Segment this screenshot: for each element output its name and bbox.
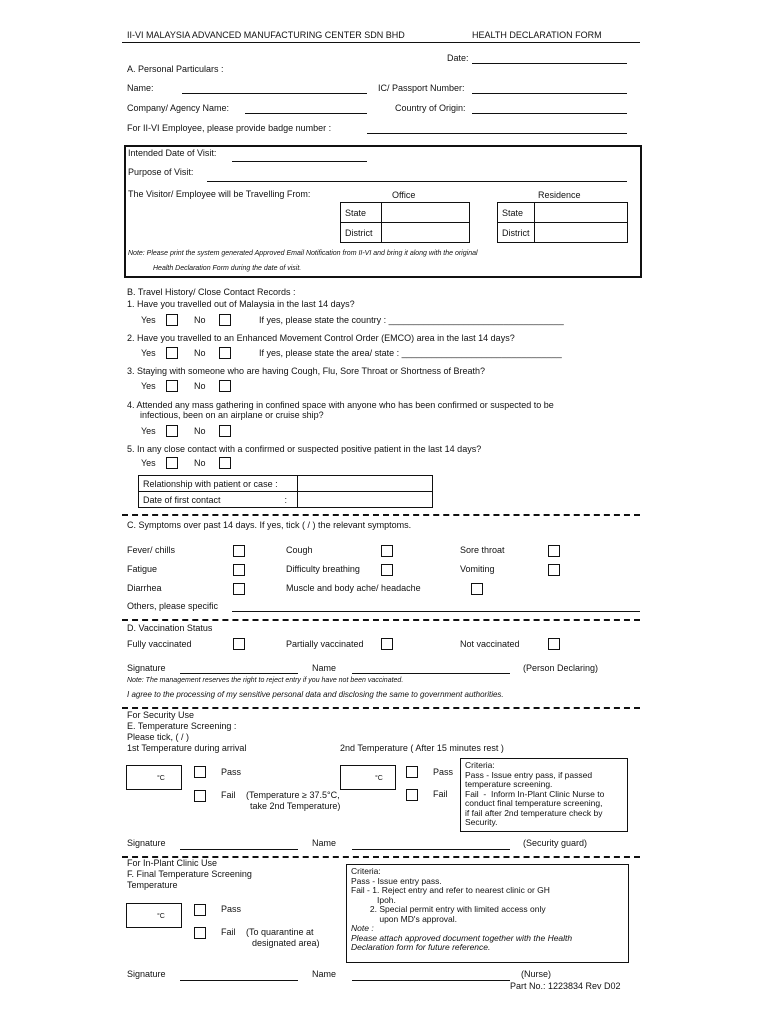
office-district-label: District [341,223,382,243]
office-district-field[interactable] [382,223,470,243]
diarrhea-checkbox[interactable] [233,583,245,595]
q2-area-field[interactable]: If yes, please state the area/ state : ________________________________ [259,348,562,358]
fatigue-checkbox[interactable] [233,564,245,576]
name-field[interactable] [182,93,367,94]
purpose-label: Purpose of Visit: [128,167,194,177]
form-title: HEALTH DECLARATION FORM [472,30,602,40]
clinic-criteria-line: Pass - Issue entry pass. [351,875,442,886]
country-field[interactable] [472,113,627,114]
visit-note-line1: Note: Please print the system generated Approved Email Notification from II-VI and bring it along with the original [128,250,478,257]
first-temp-label: 1st Temperature during arrival [127,743,247,753]
cough-checkbox[interactable] [381,545,393,557]
second-temp-unit: °C [375,775,383,782]
fatigue-label: Fatigue [127,564,158,574]
cough-label: Cough [286,545,313,555]
q3-no-label: No [194,381,206,391]
fully-vaccinated-label: Fully vaccinated [127,639,192,649]
f-signature-label: Signature [127,969,166,979]
q5-yes-checkbox[interactable] [166,457,178,469]
vomiting-label: Vomiting [460,564,495,574]
q5-text: 5. In any close contact with a confirmed or suspected positive patient in the last 14 days? [127,444,482,454]
q5-yes-label: Yes [141,458,156,468]
office-state-label: State [341,203,382,223]
first-fail-note1: (Temperature ≥ 37.5°C, [246,790,340,800]
security-criteria-line: Criteria: [465,760,495,770]
q4-yes-label: Yes [141,426,156,436]
purpose-field[interactable] [207,181,627,182]
security-criteria-line: if fail after 2nd temperature check by [465,807,603,818]
residence-state-field[interactable] [535,203,628,223]
clinic-criteria-box [346,864,629,963]
d-name-field[interactable] [352,673,510,674]
first-contact-colon: : [284,494,287,505]
diarrhea-label: Diarrhea [127,583,162,593]
q2-yes-checkbox[interactable] [166,347,178,359]
fully-vaccinated-checkbox[interactable] [233,638,245,650]
e-name-field[interactable] [352,849,510,850]
security-criteria-line: Security. [465,817,498,827]
residence-label: Residence [538,190,581,200]
divider-c [122,514,640,516]
visit-date-label: Intended Date of Visit: [128,148,217,158]
q2-no-checkbox[interactable] [219,347,231,359]
clinic-note-line: Please attach approved document together with the Health [351,932,573,943]
q4-no-checkbox[interactable] [219,425,231,437]
security-criteria-line: Fail - Inform In-Plant Clinic Nurse to [465,788,605,799]
security-criteria-line: conduct final temperature screening, [465,798,603,808]
partially-vaccinated-checkbox[interactable] [381,638,393,650]
company-field[interactable] [245,113,367,114]
f-name-label: Name [312,969,337,979]
final-fail-label: Fail [221,927,236,937]
clinic-criteria-line: Criteria: [351,866,381,876]
office-table [340,202,470,243]
consent-text: I agree to the processing of my sensitive personal data and disclosing the same to government authorities. [127,690,504,699]
muscle-label: Muscle and body ache/ headache [286,583,421,593]
clinic-use-label: For In-Plant Clinic Use [127,858,218,868]
not-vaccinated-label: Not vaccinated [460,639,520,649]
final-fail-note2: designated area) [252,938,320,948]
management-note: Note: The management reserves the right to reject entry if you have not been vaccinated. [127,677,404,684]
q1-no-checkbox[interactable] [219,314,231,326]
f-name-field[interactable] [352,980,510,981]
section-a-title: A. Personal Particulars : [127,64,224,74]
q3-no-checkbox[interactable] [219,380,231,392]
section-c-title: C. Symptoms over past 14 days. If yes, tick ( / ) the relevant symptoms. [127,520,412,530]
final-fail-checkbox[interactable] [194,927,206,939]
clinic-criteria-line: Fail - 1. Reject entry and refer to nearest clinic or GH [351,885,550,895]
final-fail-note1: (To quarantine at [246,927,314,937]
final-temp-label: Temperature [127,880,178,890]
q3-text: 3. Staying with someone who are having Cough, Flu, Sore Throat or Shortness of Breath? [127,366,486,376]
country-label: Country of Origin: [395,103,466,113]
q1-no-label: No [194,315,206,325]
name-label: Name: [127,83,154,93]
security-criteria-line: temperature screening. [465,779,553,789]
e-signature-field[interactable] [180,849,298,850]
q3-yes-label: Yes [141,381,156,391]
residence-district-field[interactable] [535,223,628,243]
second-fail-label: Fail [433,789,448,799]
sore-throat-checkbox[interactable] [548,545,560,557]
q1-text: 1. Have you travelled out of Malaysia in the last 14 days? [127,299,355,309]
first-contact-cell [139,492,298,508]
clinic-criteria-line: 2. Special permit entry with limited access only [351,904,546,914]
q3-yes-checkbox[interactable] [166,380,178,392]
q2-yes-label: Yes [141,348,156,358]
e-name-label: Name [312,838,337,848]
office-state-field[interactable] [382,203,470,223]
q1-country-field[interactable]: If yes, please state the country : ___________________________________ [259,315,564,325]
partially-vaccinated-label: Partially vaccinated [286,639,364,649]
e-signature-label: Signature [127,838,166,848]
company-label: Company/ Agency Name: [127,103,230,113]
second-pass-label: Pass [433,767,454,777]
visit-date-field[interactable] [232,161,367,162]
first-fail-note2: take 2nd Temperature) [250,801,341,811]
section-f-title: F. Final Temperature Screening [127,869,252,879]
residence-table [497,202,628,243]
q5-no-checkbox[interactable] [219,457,231,469]
date-label: Date: [447,53,469,63]
first-fail-label: Fail [221,790,236,800]
security-criteria-line: Pass - Issue entry pass, if passed [465,769,593,780]
clinic-note-line: Declaration form for future reference. [351,942,491,952]
first-fail-checkbox[interactable] [194,790,206,802]
d-name-label: Name [312,663,337,673]
section-e-title: E. Temperature Screening : [127,721,237,731]
sore-throat-label: Sore throat [460,545,505,555]
others-label: Others, please specific [127,601,219,611]
not-vaccinated-checkbox[interactable] [548,638,560,650]
section-b-title: B. Travel History/ Close Contact Records : [127,287,296,297]
security-guard-label: (Security guard) [523,838,588,848]
q2-text: 2. Have you travelled to an Enhanced Movement Control Order (EMCO) area in the last 14 days? [127,333,515,343]
residence-state-label: State [498,203,535,223]
residence-district-label: District [498,223,535,243]
relationship-field[interactable] [298,476,433,492]
clinic-criteria-line: upon MD's approval. [351,913,458,924]
d-signature-field[interactable] [180,673,298,674]
ic-field[interactable] [472,93,627,94]
final-pass-checkbox[interactable] [194,904,206,916]
first-contact-label: Date of first contact [143,494,221,505]
contact-table [138,475,433,508]
relationship-label: Relationship with patient or case : [139,476,298,492]
second-temp-field[interactable] [340,765,396,790]
breathing-checkbox[interactable] [381,564,393,576]
breathing-label: Difficulty breathing [286,564,360,574]
q1-yes-checkbox[interactable] [166,314,178,326]
travel-from-label: The Visitor/ Employee will be Travelling From: [128,189,311,199]
section-d-title: D. Vaccination Status [127,623,213,633]
q1-yes-label: Yes [141,315,156,325]
clinic-note-label: Note : [351,923,374,933]
part-number: Part No.: 1223834 Rev D02 [510,981,621,991]
q4-no-label: No [194,426,206,436]
second-pass-checkbox[interactable] [406,766,418,778]
person-declaring-label: (Person Declaring) [523,663,599,673]
first-contact-field[interactable] [298,492,433,508]
date-field[interactable] [472,63,627,64]
company-name: II-VI MALAYSIA ADVANCED MANUFACTURING CENTER SDN BHD [127,30,405,40]
header-divider [122,42,640,43]
second-fail-checkbox[interactable] [406,789,418,801]
vomiting-checkbox[interactable] [548,564,560,576]
office-label: Office [392,190,416,200]
badge-field[interactable] [367,133,627,134]
others-field[interactable] [232,611,640,612]
ic-label: IC/ Passport Number: [378,83,465,93]
clinic-criteria-line: Ipoh. [351,894,396,905]
first-temp-field[interactable] [126,765,182,790]
d-signature-label: Signature [127,663,166,673]
final-temp-unit: °C [157,913,165,920]
q4-yes-checkbox[interactable] [166,425,178,437]
first-temp-unit: °C [157,775,165,782]
q2-no-label: No [194,348,206,358]
q4-text-line1: 4. Attended any mass gathering in confined space with anyone who has been confirmed or suspected to be [127,400,554,410]
security-use-label: For Security Use [127,710,195,720]
visit-note-line2: Health Declaration Form during the date of visit. [153,265,302,272]
f-signature-field[interactable] [180,980,298,981]
final-pass-label: Pass [221,904,242,914]
nurse-label: (Nurse) [521,969,552,979]
please-tick-label: Please tick, ( / ) [127,732,190,742]
first-pass-checkbox[interactable] [194,766,206,778]
second-temp-label: 2nd Temperature ( After 15 minutes rest ) [340,743,504,753]
first-pass-label: Pass [221,767,242,777]
fever-label: Fever/ chills [127,545,176,555]
divider-d [122,619,640,621]
fever-checkbox[interactable] [233,545,245,557]
security-criteria-box [460,758,628,832]
q5-no-label: No [194,458,206,468]
badge-label: For II-VI Employee, please provide badge number : [127,123,332,133]
muscle-checkbox[interactable] [471,583,483,595]
q4-text-line2: infectious, been on an airplane or cruise ship? [140,410,324,420]
final-temp-field[interactable] [126,903,182,928]
divider-e [122,707,640,709]
